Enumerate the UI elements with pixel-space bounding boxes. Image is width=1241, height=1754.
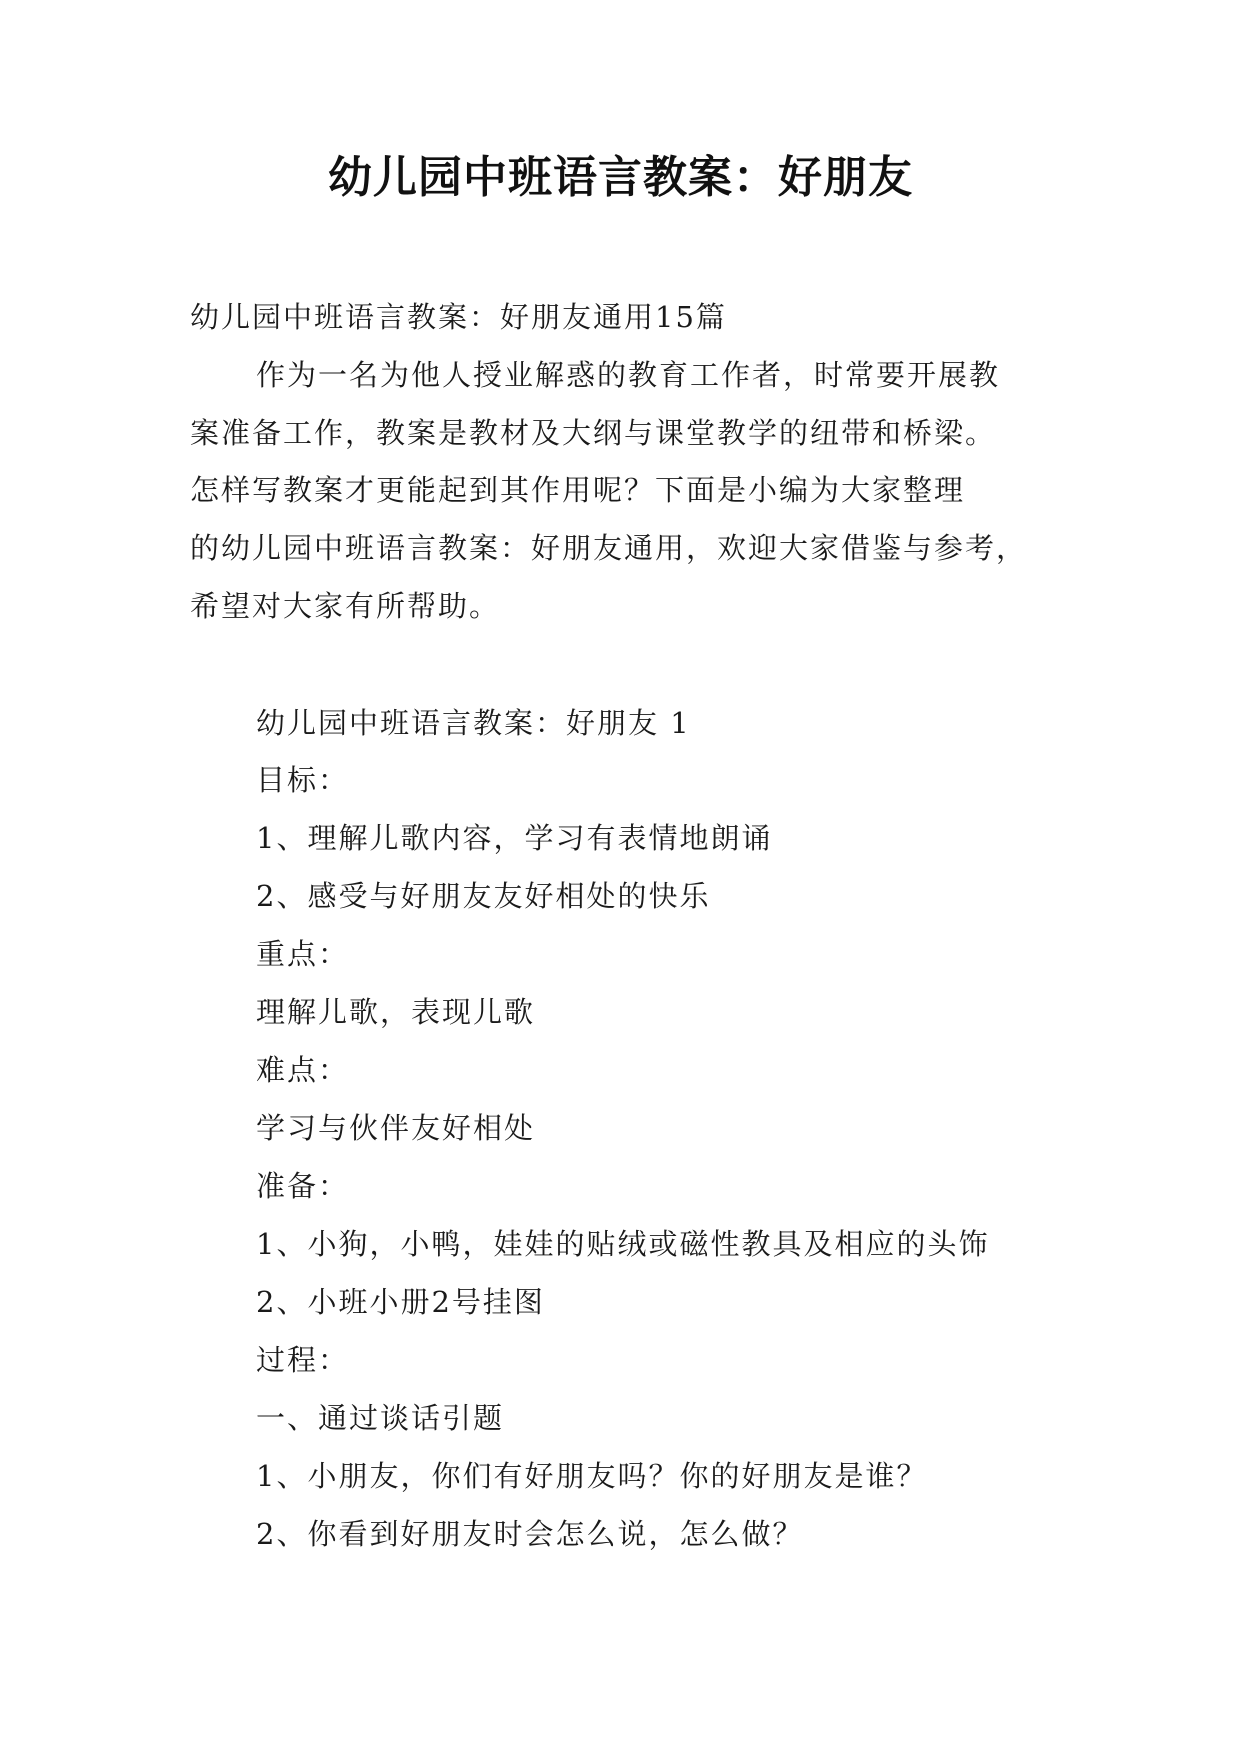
- body-line: 目标：: [256, 763, 350, 797]
- body-line: 一、通过谈话引题: [256, 1401, 505, 1435]
- body-line: 1、理解儿歌内容，学习有表情地朗诵: [256, 821, 773, 855]
- intro-line: 案准备工作，教案是教材及大纲与课堂教学的纽带和桥梁。: [190, 416, 997, 450]
- section-heading: 幼儿园中班语言教案：好朋友 1: [256, 706, 691, 740]
- document-title: 幼儿园中班语言教案：好朋友: [328, 152, 913, 203]
- intro-line: 怎样写教案才更能起到其作用呢？下面是小编为大家整理: [190, 473, 966, 507]
- intro-line: 作为一名为他人授业解惑的教育工作者，时常要开展教: [256, 358, 1001, 392]
- body-line: 2、你看到好朋友时会怎么说，怎么做？: [256, 1517, 804, 1551]
- document-subtitle: 幼儿园中班语言教案：好朋友通用15篇: [190, 300, 727, 334]
- body-line: 重点：: [256, 937, 350, 971]
- body-line: 准备：: [256, 1169, 350, 1203]
- body-line: 过程：: [256, 1343, 350, 1377]
- body-line: 理解儿歌，表现儿歌: [256, 995, 536, 1029]
- body-line: 1、小朋友，你们有好朋友吗？你的好朋友是谁？: [256, 1459, 928, 1493]
- body-line: 2、小班小册2号挂图: [256, 1285, 545, 1319]
- body-line: 1、小狗，小鸭，娃娃的贴绒或磁性教具及相应的头饰: [256, 1227, 990, 1261]
- body-line: 难点：: [256, 1053, 350, 1087]
- body-line: 学习与伙伴友好相处: [256, 1111, 536, 1145]
- intro-line: 希望对大家有所帮助。: [190, 589, 501, 623]
- body-line: 2、感受与好朋友友好相处的快乐: [256, 879, 711, 913]
- intro-line: 的幼儿园中班语言教案：好朋友通用，欢迎大家借鉴与参考，: [190, 531, 1028, 565]
